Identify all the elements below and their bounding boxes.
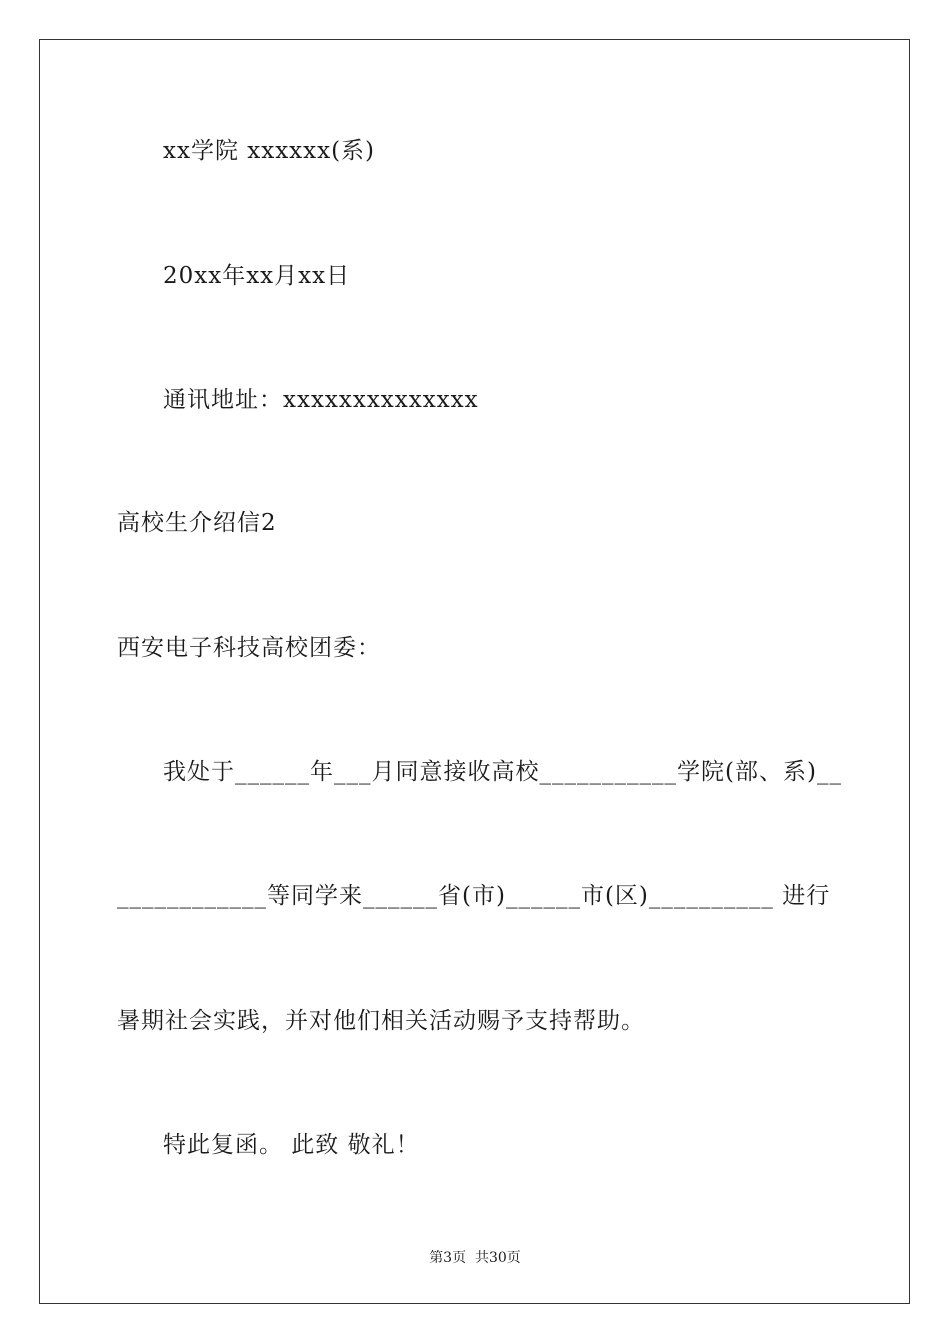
body-line-3: 暑期社会实践，并对他们相关活动赐予支持帮助。 bbox=[117, 1008, 645, 1034]
signature-department: xx学院 xxxxxx(系) bbox=[163, 138, 376, 164]
signature-date: 20xx年xx月xx日 bbox=[163, 263, 351, 289]
page-number: 第3页 共30页 bbox=[429, 1250, 521, 1266]
page-border bbox=[39, 39, 910, 1304]
letter-salutation: 西安电子科技高校团委： bbox=[117, 635, 381, 661]
body-line-1: 我处于______年___月同意接收高校___________学院(部、系)__ bbox=[163, 759, 842, 785]
section-heading: 高校生介绍信2 bbox=[117, 510, 277, 536]
closing-line: 特此复函。 此致 敬礼！ bbox=[163, 1132, 420, 1158]
body-line-2: ____________等同学来______省(市)______市(区)__________ 进行 bbox=[117, 883, 831, 909]
mailing-address: 通讯地址：xxxxxxxxxxxxxx bbox=[163, 387, 479, 413]
